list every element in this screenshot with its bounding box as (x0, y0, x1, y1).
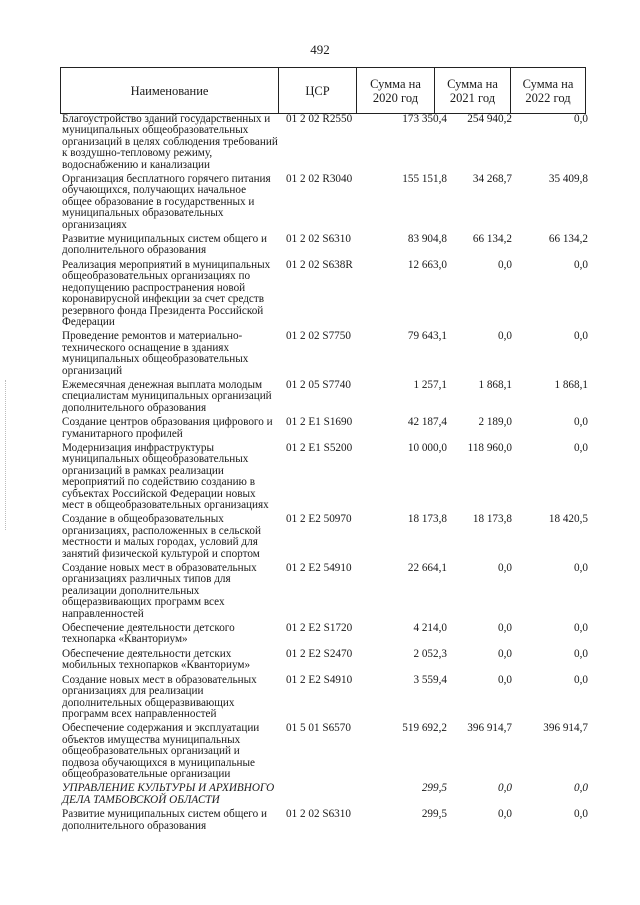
row-value-2020: 519 692,2 (402, 722, 447, 735)
row-value-2021: 1 868,1 (478, 378, 512, 391)
table-row (60, 331, 600, 377)
row-name: Обеспечение деятельности детских мобильных технопарков «Кванториум» (62, 647, 251, 672)
row-value-2021: 18 173,8 (472, 513, 512, 526)
row-value-2021: 0,0 (498, 622, 512, 635)
row-value-2020: 3 559,4 (413, 673, 447, 686)
row-name: Создание в общеобразовательных организациях, расположенных в сельской местности и малых городах, условий для занятий физической культурой и спортом (62, 513, 261, 560)
row-value-2022: 18 420,5 (548, 513, 588, 526)
table-row (60, 443, 600, 511)
table-row (60, 234, 600, 257)
table-row (60, 114, 600, 171)
row-value-2021: 0,0 (498, 562, 512, 575)
row-csr: 01 5 01 S6570 (286, 722, 351, 735)
header-2022: Сумма на 2022 год (522, 76, 574, 105)
row-csr: 01 2 02 S6310 (286, 808, 351, 821)
table-row (60, 783, 600, 806)
row-csr: 01 2 E2 50970 (286, 513, 352, 526)
row-value-2021: 254 940,2 (467, 113, 512, 125)
table-row (60, 380, 600, 414)
row-value-2020: 18 173,8 (407, 513, 447, 526)
row-value-2021: 396 914,7 (467, 722, 512, 735)
page-number: 492 (310, 42, 330, 57)
row-value-2020: 299,5 (421, 808, 447, 821)
row-value-2022: 0,0 (574, 562, 588, 575)
row-name: Реализация мероприятий в муниципальных общеобразовательных организациях по недопущению распространения новой коронавирусной инфекции за счет средств резервного фонда Президента Российской Федерации (62, 258, 271, 328)
row-value-2022: 0,0 (574, 113, 588, 125)
row-name: Развитие муниципальных систем общего и дополнительного образования (62, 808, 267, 832)
header-2020: Сумма на 2020 год (357, 68, 435, 113)
table-row (60, 723, 600, 780)
row-value-2021: 0,0 (498, 647, 512, 660)
table-row (60, 809, 600, 832)
row-value-2021: 0,0 (498, 782, 512, 795)
row-csr: 01 2 02 S638R (286, 258, 353, 271)
row-value-2020: 299,5 (421, 782, 447, 795)
row-csr: 01 2 05 S7740 (286, 378, 351, 391)
table-row (60, 260, 600, 328)
row-value-2022: 0,0 (574, 647, 588, 660)
row-value-2022: 0,0 (574, 441, 588, 454)
row-value-2020: 4 214,0 (413, 622, 447, 635)
row-value-2021: 66 134,2 (472, 233, 512, 246)
row-value-2020: 2 052,3 (413, 647, 447, 660)
row-name: Ежемесячная денежная выплата молодым специалистам муниципальных организаций дополнительного образования (62, 378, 272, 414)
table-row (60, 649, 600, 672)
header-csr: ЦСР (279, 68, 357, 113)
row-value-2022: 0,0 (574, 622, 588, 635)
row-value-2021: 0,0 (498, 330, 512, 343)
row-value-2022: 0,0 (574, 808, 588, 821)
header-2021: Сумма на 2021 год (435, 68, 511, 113)
row-csr: 01 2 E2 S4910 (286, 673, 353, 686)
row-value-2022: 35 409,8 (548, 173, 588, 186)
row-csr: 01 2 E2 54910 (286, 562, 352, 575)
row-value-2022: 396 914,7 (543, 722, 588, 735)
header-name: Наименование (61, 68, 279, 113)
row-name: УПРАВЛЕНИЕ КУЛЬТУРЫ И АРХИВНОГО ДЕЛА ТАМБОВСКОЙ ОБЛАСТИ (62, 782, 275, 806)
row-value-2022: 0,0 (574, 258, 588, 271)
table-body (60, 114, 600, 835)
row-csr: 01 2 02 R3040 (286, 173, 353, 186)
row-name: Модернизация инфраструктуры муниципальных общеобразовательных организаций в рамках реализации мероприятий по содействию созданию в субъектах Российской Федерации новых мест в общеобразовательных организациях (62, 441, 269, 511)
row-csr: 01 2 E1 S5200 (286, 441, 353, 454)
row-csr: 01 2 02 S6310 (286, 233, 351, 246)
row-value-2021: 0,0 (498, 673, 512, 686)
row-value-2020: 79 643,1 (407, 330, 447, 343)
row-value-2020: 1 257,1 (413, 378, 447, 391)
row-value-2021: 0,0 (498, 808, 512, 821)
row-value-2021: 2 189,0 (478, 416, 512, 429)
row-name: Обеспечение содержания и эксплуатации объектов имущества муниципальных общеобразовательных организаций и подвоза обучающихся в муниципальные общеобразовательные организации (62, 722, 260, 780)
margin-mark (5, 380, 7, 530)
table-header (60, 67, 586, 114)
row-value-2020: 173 350,4 (402, 113, 447, 125)
row-name: Создание новых мест в образовательных организациях для реализации дополнительных общеразвивающих программ всех направленностей (62, 673, 257, 720)
table-row (60, 417, 600, 440)
table-row (60, 623, 600, 646)
row-csr: 01 2 02 S7750 (286, 330, 351, 343)
row-name: Благоустройство зданий государственных и муниципальных общеобразовательных организаций в целях соблюдения требований к воздушно-тепловому режиму, водоснабжению и канализации (62, 113, 278, 171)
row-value-2021: 34 268,7 (472, 173, 512, 186)
row-value-2022: 0,0 (574, 782, 588, 795)
row-name: Проведение ремонтов и материально-технического оснащение в зданиях муниципальных общеобразовательных организаций (62, 330, 249, 377)
row-value-2020: 83 904,8 (407, 233, 447, 246)
row-value-2022: 0,0 (574, 416, 588, 429)
row-name: Создание новых мест в образовательных организациях различных типов для реализации дополнительных общеразвивающих программ всех направленностей (62, 562, 257, 620)
row-name: Обеспечение деятельности детского технопарка «Кванториум» (62, 622, 235, 646)
table-row (60, 675, 600, 721)
row-name: Организация бесплатного горячего питания обучающихся, получающих начальное общее образование в государственных и муниципальных образовательных организациях (62, 173, 271, 231)
row-value-2020: 12 663,0 (407, 258, 447, 271)
table-row (60, 174, 600, 231)
row-name: Создание центров образования цифрового и гуманитарного профилей (62, 416, 273, 440)
row-value-2022: 66 134,2 (548, 233, 588, 246)
row-value-2021: 118 960,0 (467, 441, 512, 454)
row-csr: 01 2 02 R2550 (286, 113, 353, 125)
row-value-2020: 10 000,0 (407, 441, 447, 454)
table-row (60, 563, 600, 620)
row-value-2020: 22 664,1 (407, 562, 447, 575)
row-value-2022: 0,0 (574, 673, 588, 686)
table-row (60, 514, 600, 560)
row-name: Развитие муниципальных систем общего и дополнительного образования (62, 233, 267, 257)
row-csr: 01 2 E1 S1690 (286, 416, 353, 429)
row-value-2022: 1 868,1 (554, 378, 588, 391)
row-csr: 01 2 E2 S1720 (286, 622, 353, 635)
row-value-2022: 0,0 (574, 330, 588, 343)
row-value-2020: 155 151,8 (402, 173, 447, 186)
row-value-2021: 0,0 (498, 258, 512, 271)
row-csr: 01 2 E2 S2470 (286, 647, 353, 660)
row-value-2020: 42 187,4 (407, 416, 447, 429)
